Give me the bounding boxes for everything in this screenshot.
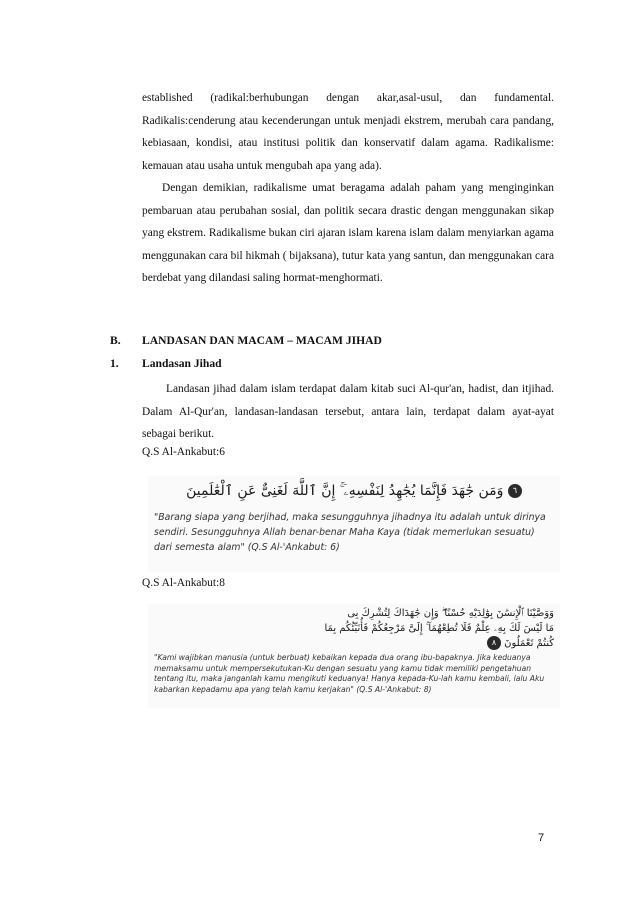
- verse-image-ankabut-8: [148, 604, 560, 708]
- arabic-text: وَمَن جَٰهَدَ فَإِنَّمَا يُجَٰهِدُ لِنَفْسِهِۦٓ ۚ إِنَّ ٱللَّهَ لَغَنِىٌّ عَنِ ٱلْعَٰلَمِينَ: [186, 483, 504, 499]
- arabic-line-3: كُنتُمْ تَعْمَلُونَ: [504, 638, 554, 649]
- subsection-title: Landasan Jihad: [142, 357, 222, 370]
- paragraph-radikal-definition: established (radikal:berhubungan dengan akar,asal-usul, dan fundamental. Radikalis:cenderung atau kecenderungan untuk menjadi ekstrem, merubah cara pandang, kebiasaan, kondisi, atau institusi politik dan konservatif dalam agama. Radikalisme: kemauan atau usaha untuk mengubah apa yang ada).: [142, 92, 554, 172]
- arabic-line-2: مَا لَيْسَ لَكَ بِهِۦ عِلْمٌ فَلَا تُطِعْهُمَآ ۚ إِلَىَّ مَرْجِعُكُمْ فَأُنَبِّئُكُم بِمَا: [324, 623, 554, 634]
- translation-verse-8: "Kami wajibkan manusia (untuk berbuat) kebaikan kepada dua orang ibu-bapaknya. Jika keduanya memaksamu untuk mempersekutukan-Ku dengan sesuatu yang kamu tidak memiliki pengetahuan tentang itu, maka janganlah kamu mengikuti keduanya! Hanya kepada-Ku-lah kamu kembali, lalu Aku kabarkan kepadamu apa yang telah kamu kerjakan" (Q.S Al-'Ankabut: 8): [154, 653, 545, 694]
- ayah-marker-icon: ٨: [487, 636, 501, 650]
- arabic-verse-8: [148, 604, 560, 651]
- section-title: LANDASAN DAN MACAM – MACAM JIHAD: [142, 334, 382, 347]
- verse-label-ankabut-6: Q.S Al-Ankabut:6: [142, 446, 225, 458]
- arabic-line-1: وَوَصَّيْنَا ٱلْإِنسَٰنَ بِوَٰلِدَيْهِ حُسْنًا ۖ وَإِن جَٰهَدَاكَ لِتُشْرِكَ بِى: [347, 608, 554, 619]
- ayah-marker-icon: ٦: [508, 484, 522, 498]
- verse-label-ankabut-8: Q.S Al-Ankabut:8: [142, 577, 225, 589]
- section-heading-b: [110, 334, 382, 347]
- section-number: B.: [110, 334, 121, 347]
- subsection-number: 1.: [110, 357, 119, 370]
- page-number: 7: [538, 832, 545, 844]
- subsection-heading-1: [110, 357, 222, 370]
- arabic-verse-6: [148, 476, 560, 504]
- verse-image-ankabut-6: [148, 476, 560, 572]
- paragraph-landasan-jihad: Landasan jihad dalam islam terdapat dalam kitab suci Al-qur'an, hadist, dan itjihad. Dalam Al-Qur'an, landasan-landasan tersebut, antara lain, terdapat dalam ayat-ayat sebagai berikut.: [142, 383, 554, 440]
- translation-verse-6: "Barang siapa yang berjihad, maka sesungguhnya jihadnya itu adalah untuk dirinya sendiri. Sesungguhnya Allah benar-benar Maha Kaya (tidak memerlukan sesuatu) dari semesta alam" (Q.S Al-'Ankabut: 6): [154, 512, 546, 553]
- arabic-line-3-wrap: [154, 636, 554, 651]
- paragraph-radikalisme-conclusion: Dengan demikian, radikalisme umat beragama adalah paham yang menginginkan pembaruan atau perubahan sosial, dan politik secara drastic dengan menggunakan sikap yang ekstrem. Radikalisme bukan ciri ajaran islam karena islam dalam menyiarkan agama menggunakan cara bil hikmah ( bijaksana), tutur kata yang santun, dan menggunakan cara berdebat yang dilandasi saling hormat-menghormati.: [142, 182, 554, 284]
